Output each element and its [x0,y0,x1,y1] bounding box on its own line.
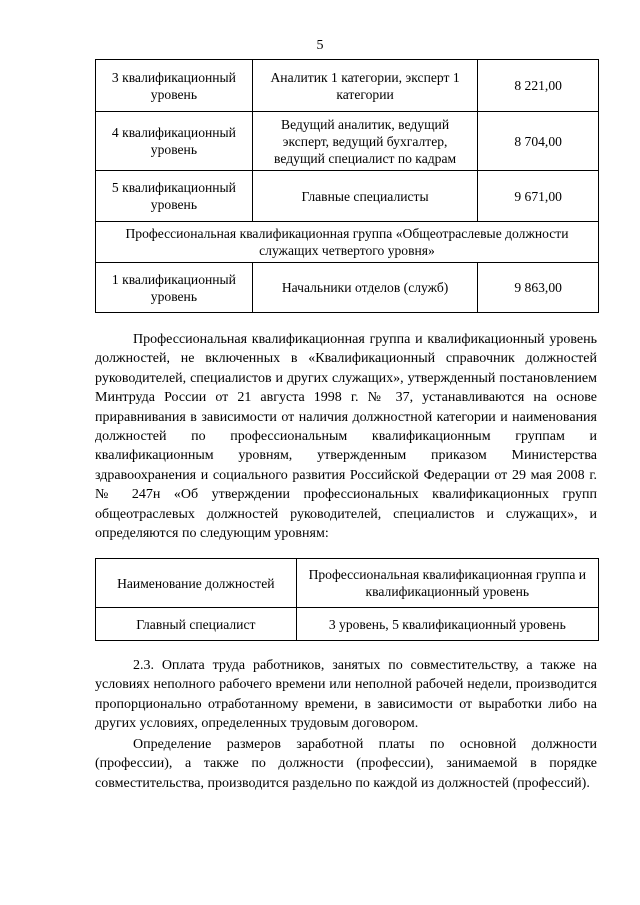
paragraph-part-time-pay: 2.3. Оплата труда работников, занятых по совместительству, а также на условиях неполного рабочего времени или неполной рабочей недели, производится пропорционально отработанному времени, в зависимости от выработки либо на других условиях, определенных трудовым договором. [95,658,597,732]
table-header-row [96,559,599,608]
position-level-table [95,558,599,641]
positions-cell: Начальники отделов (служб) [252,263,477,313]
header-cell: Профессиональная квалификационная группа и квалификационный уровень [296,559,598,608]
level-cell: 5 квалификационный уровень [96,171,253,222]
table-row [96,171,599,222]
header-cell: Наименование должностей [96,559,297,608]
positions-cell: Главные специалисты [252,171,477,222]
table-row [96,112,599,171]
level-cell: 4 квалификационный уровень [96,112,253,171]
level-cell: 1 квалификационный уровень [96,263,253,313]
table-row [96,60,599,112]
salary-table [95,59,599,313]
level-cell: 3 уровень, 5 квалификационный уровень [296,608,598,641]
level-cell: 3 квалификационный уровень [96,60,253,112]
salary-cell: 8 221,00 [478,60,599,112]
paragraph-qualification-equivalence: Профессиональная квалификационная группа и квалификационный уровень должностей, не включенных в «Квалификационный справочник должностей руководителей, специалистов и других служащих», утвержденный постановлением Минтруда России от 21 августа 1998 г. № 37, устанавливаются на основе приравнивания в зависимости от наличия должностной категории и наименования должностей по профессиональным квалификационным группам и квалификационным уровням, утвержденным приказом Министерства здравоохранения и социального развития Российской Федерации от 29 мая 2008 г. № 247н «Об утверждении профессиональных квалификационных групп общеотраслевых должностей руководителей, специалистов и служащих», и определяются по следующим уровням: [95,332,597,542]
group-header-cell: Профессиональная квалификационная группа «Общеотраслевые должности служащих четвертого уровня» [96,222,599,263]
salary-cell: 9 671,00 [478,171,599,222]
paragraph-salary-determination: Определение размеров заработной платы по основной должности (профессии), а также по должности (профессии), занимаемой в порядке совместительства, производится раздельно по каждой из должностей (профессий). [95,737,597,791]
table-row [96,608,599,641]
position-cell: Главный специалист [96,608,297,641]
table-row [96,263,599,313]
salary-cell: 9 863,00 [478,263,599,313]
positions-cell: Аналитик 1 категории, эксперт 1 категории [252,60,477,112]
positions-cell: Ведущий аналитик, ведущий эксперт, ведущий бухгалтер, ведущий специалист по кадрам [252,112,477,171]
salary-cell: 8 704,00 [478,112,599,171]
page-number: 5 [316,38,324,53]
group-header-row [96,222,599,263]
